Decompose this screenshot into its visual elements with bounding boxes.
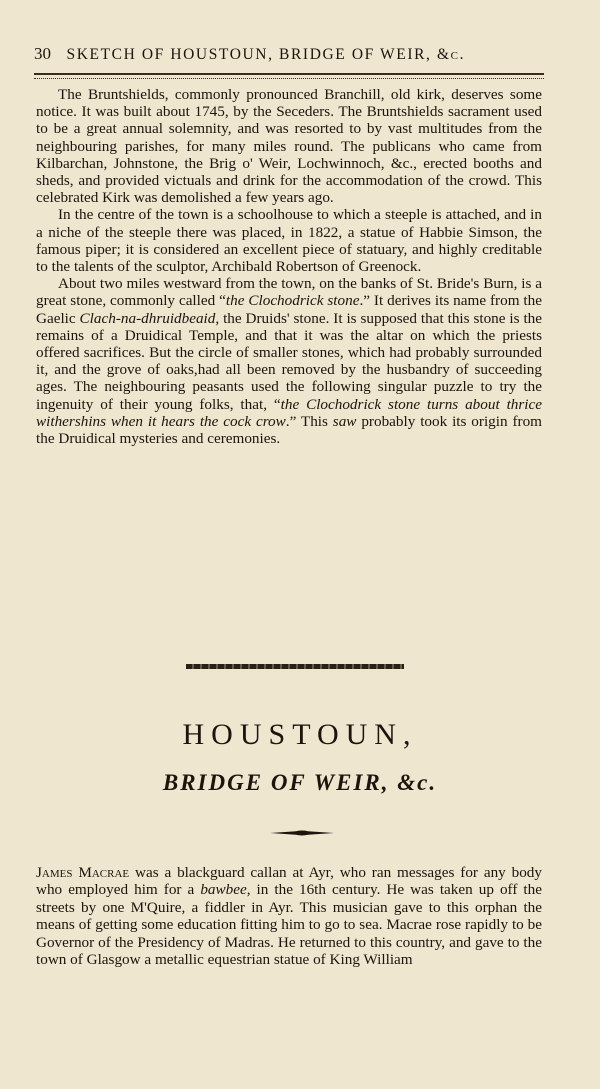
paragraph-text: .” It derives its name from the Gaelic <box>36 292 542 327</box>
paragraph-text: About two miles westward from the town, on the banks of St. Bride's Burn, is a great stone, commonly called “ <box>36 275 542 310</box>
paragraph-text: was a blackguard callan at Ayr, who ran messages for any body who employed him for a <box>36 864 542 899</box>
section-text <box>36 864 542 968</box>
body-text <box>36 86 542 447</box>
section-divider <box>186 664 404 669</box>
italic-phrase: saw <box>332 412 357 430</box>
paragraph-clochodrick <box>36 275 542 447</box>
running-title: SKETCH OF HOUSTOUN, BRIDGE OF WEIR, &c. <box>66 46 466 63</box>
section-title: HOUSTOUN, <box>182 718 418 751</box>
lead-name: James Macrae <box>36 864 130 881</box>
running-header <box>34 44 544 64</box>
paragraph-bruntshields: The Bruntshields, commonly pronounced Branchill, old kirk, deserves some notice. It was built about 1745, by the Seceders. The Bruntshields sacrament used to be a great annual solemnity, and was resorted to by vast multitudes from the neighbouring parishes, for many miles round. The publicans who came from Kilbarchan, Johnstone, the Brig o' Weir, Lochwinnoch, &c., erected booths and sheds, and provided victuals and drink for the accommodation of the crowd. This celebrated Kirk was demolished a few years ago. <box>36 86 542 207</box>
section-subtitle: BRIDGE OF WEIR, &c. <box>162 770 438 795</box>
paragraph-macrae <box>36 864 542 968</box>
paragraph-text: , in the 16th century. He was taken up off the streets by one M'Quire, a fiddler in Ayr. This musician gave to this orphan the means of getting some education fitting him to go to sea. Macrae rose rapidly to be Governor of the Presidency of Madras. He returned to this country, and gave to the town of Glasgow a metallic equestrian statue of King William <box>36 881 542 969</box>
italic-phrase: the Clochodrick stone turns about thrice withershins when it hears the cock crow <box>36 395 542 430</box>
italic-phrase: bawbee <box>200 881 247 899</box>
paragraph-schoolhouse: In the centre of the town is a schoolhouse to which a steeple is attached, and in a niche of the steeple there was placed, in 1822, a statue of Habbie Simson, the famous piper; it is considered an excellent piece of statuary, and highly creditable to the talents of the sculptor, Archibald Robertson of Greenock. <box>36 206 542 276</box>
paragraph-text: probably took its origin from the Druidical mysteries and ceremonies. <box>36 412 542 448</box>
italic-phrase: the Clochodrick stone <box>225 292 360 310</box>
header-rule <box>34 73 544 79</box>
italic-phrase: Clach-na-dhruidbeaid <box>79 309 216 327</box>
page-number: 30 <box>34 44 51 63</box>
ornament-rule-icon <box>270 829 334 837</box>
paragraph-text: .” This <box>285 412 333 430</box>
paragraph-text: , the Druids' stone. It is supposed that this stone is the remains of a Druidical Temple, and that it was the altar on which the priests offered sacrifices. But the circle of smaller stones, which had probably surrounded it, and the grove of oaks,had all been removed by the husbandry of succeeding ages. The neighbouring peasants used the following singular puzzle to try the ingenuity of their young folks, that, “ <box>36 309 542 413</box>
